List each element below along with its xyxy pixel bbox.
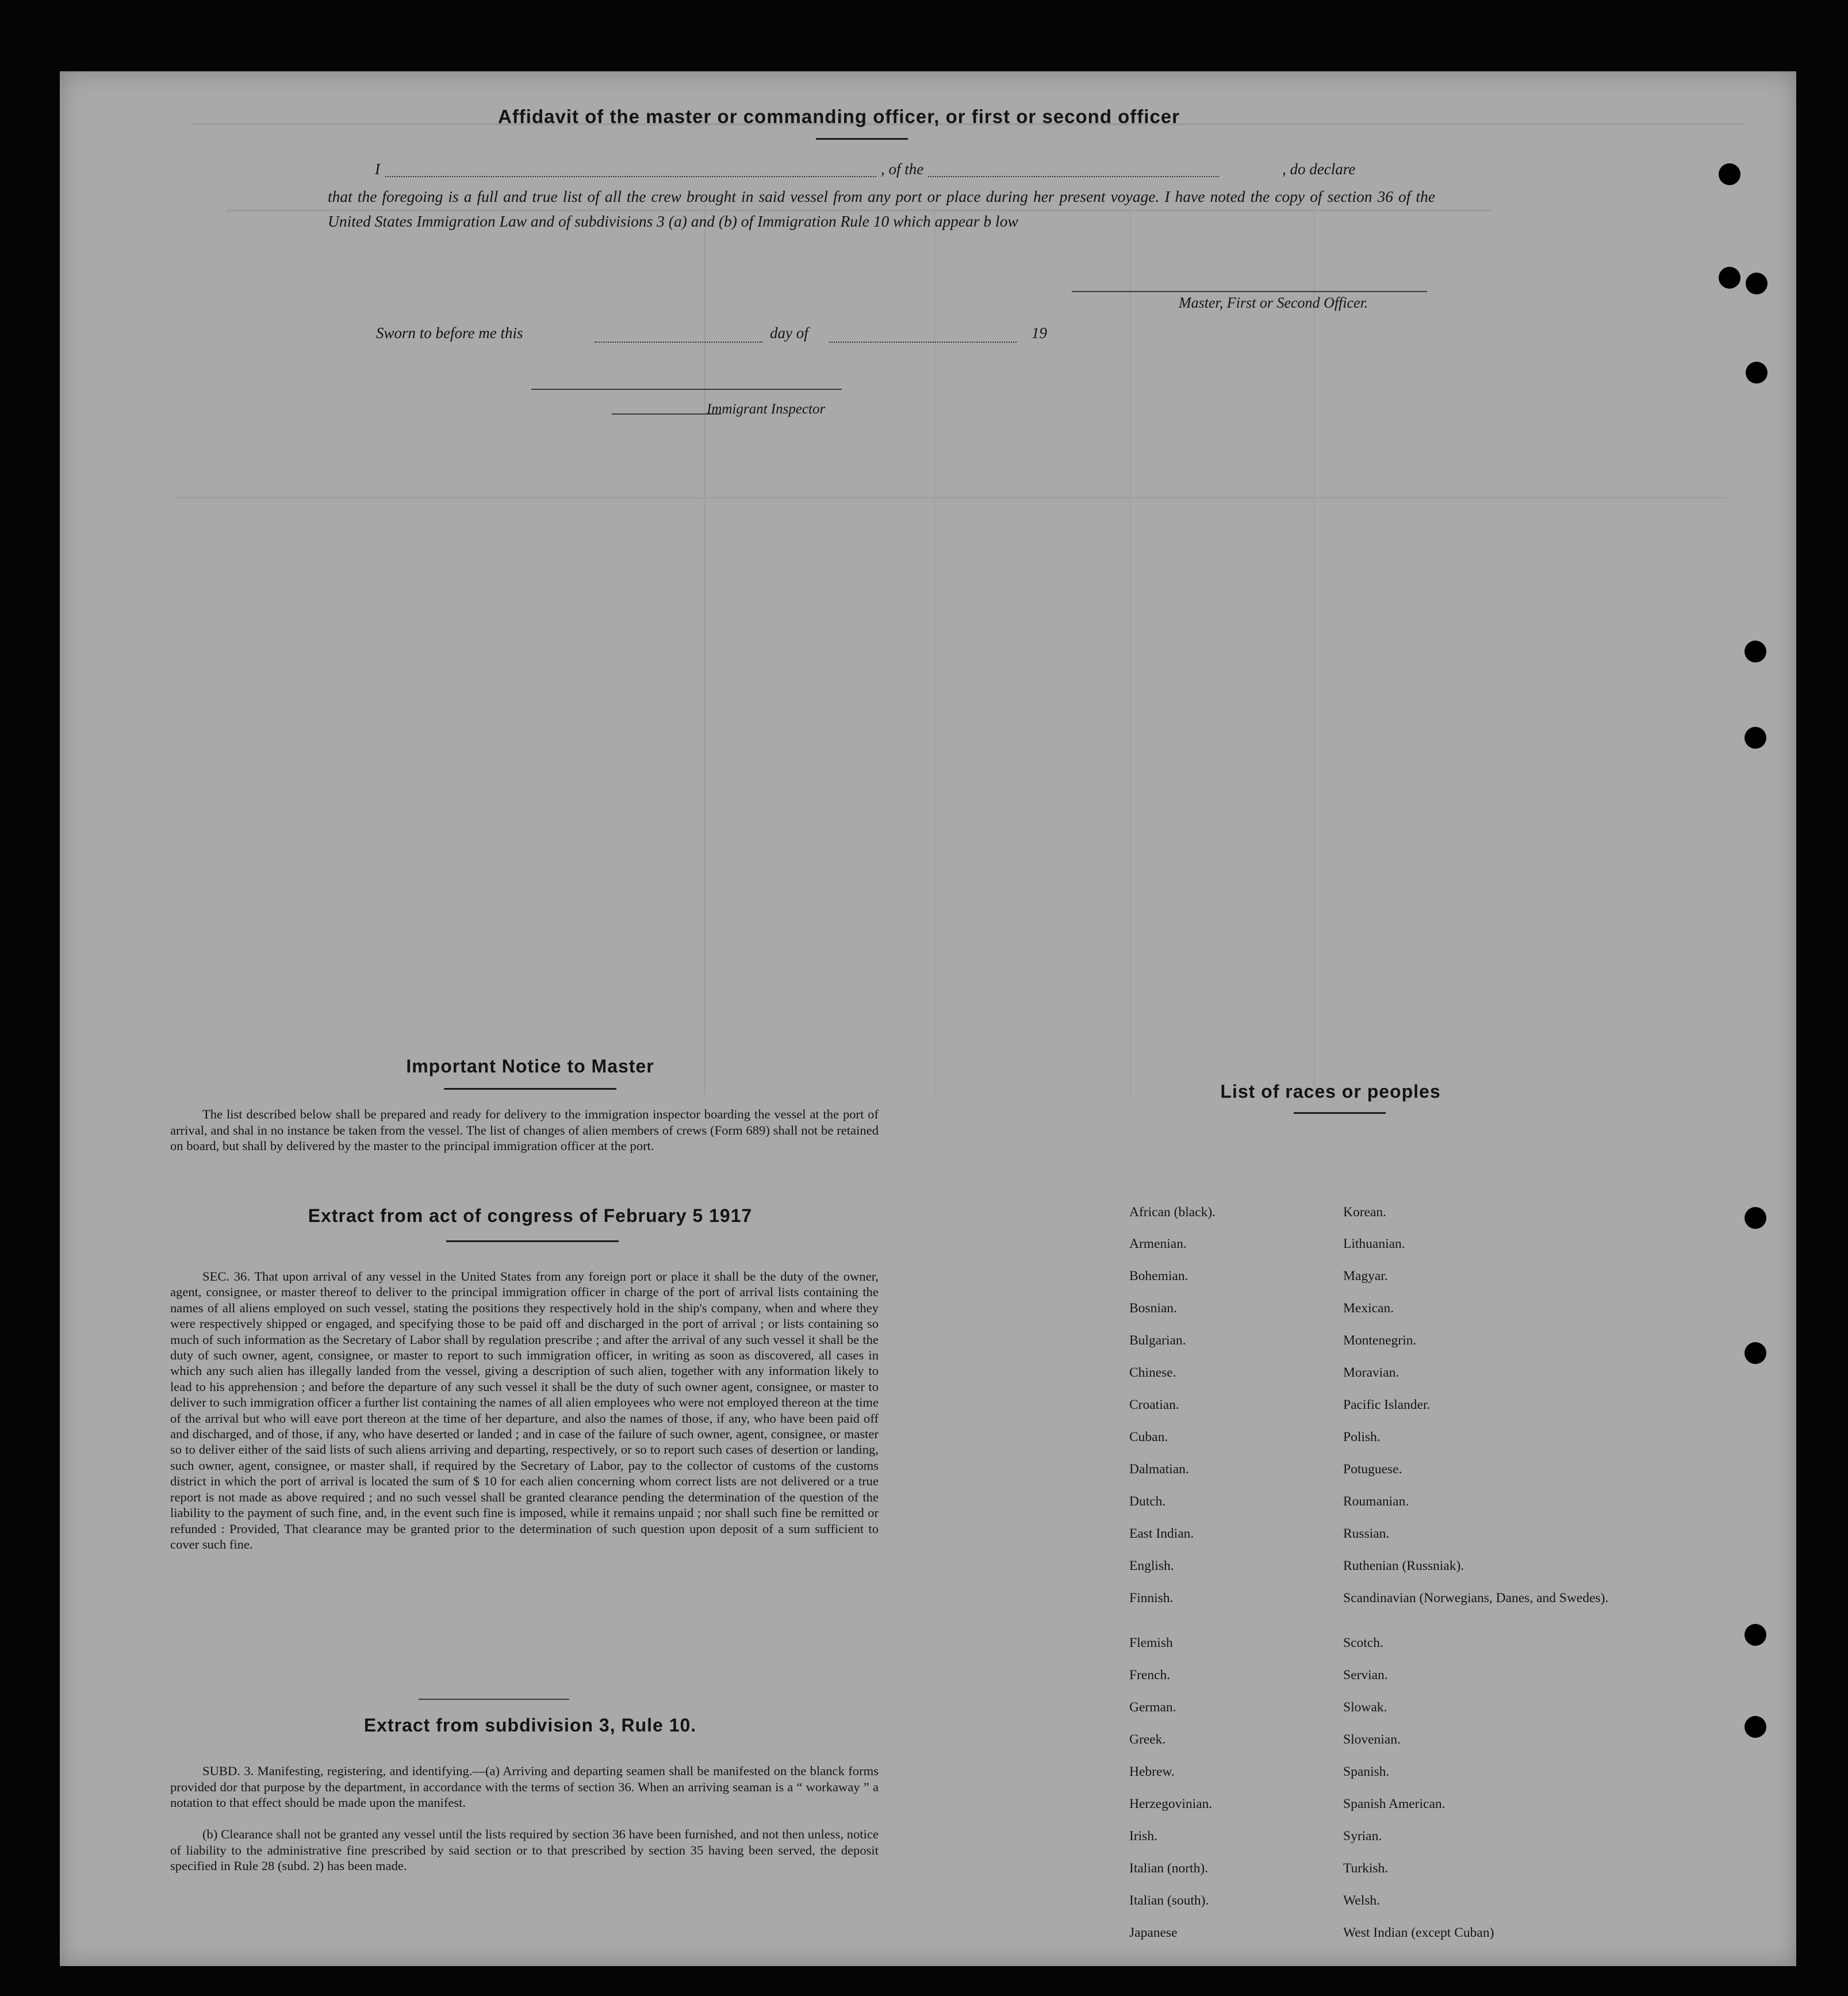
binder-hole-icon (1719, 267, 1740, 289)
race-row (1129, 1461, 1624, 1493)
race-name: Bulgarian. (1129, 1333, 1186, 1348)
race-row (1129, 1764, 1624, 1796)
sworn-month-blank[interactable] (829, 342, 1017, 343)
race-name: West Indian (except Cuban) (1343, 1925, 1494, 1940)
race-name: Ruthenian (Russniak). (1343, 1558, 1464, 1573)
race-name: Polish. (1343, 1430, 1381, 1445)
race-name: Italian (south). (1129, 1893, 1209, 1908)
rule-para-b: (b) Clearance shall not be granted any vessel until the lists required by section 36 have been furnished, and not then unless, notice of liability to the administrative fine prescribed by said section or to that prescribed by section 35 having been served, the deposit specified in Rule 28 (subd. 2) has been made. (170, 1827, 879, 1873)
race-name: Korean. (1343, 1205, 1387, 1220)
race-name: Chinese. (1129, 1365, 1176, 1380)
race-row (1129, 1590, 1624, 1635)
race-row (1129, 1332, 1624, 1365)
binder-hole-icon (1746, 273, 1768, 294)
race-row (1129, 1892, 1624, 1925)
inspector-short-line (612, 413, 721, 415)
affidavit-body: that the foregoing is a full and true list of all the crew brought in said vessel from any port or place during her present voyage. I have noted the copy of section 36 of the United States Immigration Law and of subdivisions 3 (a) and (b) of Immigration Rule 10 which appear b low (328, 187, 1435, 230)
race-row (1129, 1365, 1624, 1397)
race-name: Dutch. (1129, 1494, 1166, 1509)
signature-label: Master, First or Second Officer. (1179, 294, 1368, 311)
race-name: English. (1129, 1558, 1174, 1573)
notice-body: The list described below shall be prepared and ready for delivery to the immigration inspector boarding the vessel at the port of arrival, and shal in no instance be taken from the vessel. The list of changes of alien members of crews (Form 689) shall not be retained on board, but shall by delivered by the master to the principal immigration officer at the port. (170, 1107, 879, 1153)
race-name: Bosnian. (1129, 1301, 1177, 1316)
signature-line[interactable] (1072, 291, 1427, 292)
race-name: French. (1129, 1668, 1171, 1683)
race-row (1129, 1635, 1624, 1667)
affidavit-of-the: , of the (877, 160, 927, 178)
binder-hole-icon (1745, 641, 1766, 662)
race-name: Scandinavian (Norwegians, Danes, and Swedes). (1343, 1591, 1609, 1606)
race-name: Pacific Islander. (1343, 1397, 1431, 1412)
race-name: Greek. (1129, 1732, 1166, 1747)
binder-hole-icon (1746, 362, 1768, 384)
binder-hole-icon (1745, 1207, 1766, 1229)
races-list (1129, 1204, 1624, 1957)
race-name: Finnish. (1129, 1591, 1174, 1606)
race-name: Herzegovinian. (1129, 1796, 1213, 1811)
races-underline (1294, 1112, 1386, 1114)
race-name: Spanish. (1343, 1764, 1390, 1779)
race-name: Turkish. (1343, 1861, 1389, 1876)
act-divider (419, 1699, 569, 1700)
race-name: Cuban. (1129, 1430, 1168, 1445)
race-name: Flemish (1129, 1635, 1173, 1650)
race-row (1129, 1526, 1624, 1558)
race-name: East Indian. (1129, 1526, 1194, 1541)
race-row (1129, 1925, 1624, 1957)
race-name: Moravian. (1343, 1365, 1400, 1380)
sworn-day-blank[interactable] (595, 342, 762, 343)
race-name: Lithuanian. (1343, 1236, 1405, 1251)
race-name: Croatian. (1129, 1397, 1179, 1412)
race-name: Servian. (1343, 1668, 1388, 1683)
race-name: Bohemian. (1129, 1269, 1188, 1284)
race-name: Slovenian. (1343, 1732, 1401, 1747)
race-name: Italian (north). (1129, 1861, 1209, 1876)
affidavit-opening: I (375, 160, 380, 178)
binder-hole-icon (1745, 1624, 1766, 1646)
race-name: Russian. (1343, 1526, 1390, 1541)
act-title: Extract from act of congress of February 5 1917 (308, 1205, 753, 1226)
race-name: Mexican. (1343, 1301, 1394, 1316)
race-name: Slowak. (1343, 1700, 1387, 1715)
race-name: Scotch. (1343, 1635, 1383, 1650)
binder-hole-icon (1719, 163, 1740, 185)
race-row (1129, 1667, 1624, 1699)
race-row (1129, 1236, 1624, 1268)
race-name: Japanese (1129, 1925, 1178, 1940)
act-underline (446, 1240, 619, 1242)
inspector-label: Immigrant Inspector (707, 401, 826, 417)
race-row (1129, 1493, 1624, 1526)
race-row (1129, 1558, 1624, 1590)
race-name: Irish. (1129, 1829, 1157, 1844)
race-row (1129, 1796, 1624, 1828)
title-underline (816, 138, 908, 140)
race-row (1129, 1268, 1624, 1300)
race-row (1129, 1429, 1624, 1461)
race-row (1129, 1300, 1624, 1332)
race-row (1129, 1731, 1624, 1764)
race-row (1129, 1828, 1624, 1860)
race-name: Welsh. (1343, 1893, 1381, 1908)
notice-underline (444, 1088, 616, 1090)
notice-title: Important Notice to Master (406, 1056, 654, 1076)
binder-hole-icon (1745, 1342, 1766, 1364)
race-row (1129, 1204, 1624, 1236)
rule-para-a: SUBD. 3. Manifesting, registering, and identifying.—(a) Arriving and departing seamen shall be manifested on the blanck forms provided dor that purpose by the department, in accordance with the terms of section 36. When an arriving seaman is a “ workaway ” a notation to that effect should be made upon the manifest. (170, 1764, 879, 1810)
race-row (1129, 1699, 1624, 1731)
race-name: Dalmatian. (1129, 1462, 1189, 1477)
races-title: List of races or peoples (1220, 1081, 1441, 1102)
race-name: Potuguese. (1343, 1462, 1402, 1477)
sworn-day-of: day of (770, 324, 808, 342)
race-name: Armenian. (1129, 1236, 1187, 1251)
sworn-year-prefix: 19 (1032, 324, 1047, 342)
race-name: Magyar. (1343, 1269, 1388, 1284)
name-blank[interactable] (385, 176, 1219, 177)
inspector-line[interactable] (531, 389, 842, 390)
race-row (1129, 1397, 1624, 1429)
race-name: African (black). (1129, 1205, 1216, 1220)
race-name: Montenegrin. (1343, 1333, 1417, 1348)
race-name: German. (1129, 1700, 1176, 1715)
race-name: Hebrew. (1129, 1764, 1175, 1779)
affidavit-do-declare: , do declare (1279, 160, 1359, 178)
affidavit-title: Affidavit of the master or commanding officer, or first or second officer (497, 106, 1180, 127)
document-sheet (60, 71, 1796, 1966)
race-name: Roumanian. (1343, 1494, 1409, 1509)
rule-title: Extract from subdivision 3, Rule 10. (363, 1715, 697, 1736)
sworn-prefix: Sworn to before me this (376, 324, 523, 342)
act-body: SEC. 36. That upon arrival of any vessel in the United States from any foreign port or place it shall be the duty of the owner, agent, consignee, or master thereof to deliver to the principal immigration officer in charge of the port of arrival lists containing the names of all aliens employed on such vessel, stating the positions they respectively hold in the ship's company, when and where they were respectively shipped or engaged, and specifying those to be paid off and discharged in the port of arrival ; or lists containing so much of such information as the Secretary of Labor shall by regulation prescribe ; and after the arrival of any such vessel it shall be the duty of such owner, agent, consignee, or master to report to such immigration officer, in writing as soon as discovered, all cases in which any such alien has illegally landed from the vessel, giving a description of such alien, together with any information likely to lead to his apprehension ; and before the departure of any such vessel it shall be the duty of such owner agent, consignee, or master to deliver to such immigration officer a further list containing the names of all alien employees who were not employed thereon at the time of the arrival but who will eave port thereon at the time of her departure, and also the names of those, if any, who have been paid off and discharged, and of those, if any, who have deserted or landed ; and in case of the failure of such owner, agent, consignee, or master so to deliver either of the said lists of such aliens arriving and departing, respectively, or so to report such cases of desertion or landing, such owner, agent, consignee, or master shall, if required by the Secretary of Labor, pay to the collector of customs of the customs district in which the port of arrival is located the sum of $ 10 for each alien concerning whom correct lists are not delivered or a true report is not made as above required ; and no such vessel shall be granted clearance pending the determination of the question of the liability to the payment of such fine, and, in the event such fine is imposed, while it remains unpaid ; nor shall such fine be remitted or refunded : Provided, That clearance may be granted prior to the determination of such question upon deposit of a sum sufficient to cover such fine. (170, 1269, 879, 1551)
binder-hole-icon (1745, 727, 1766, 749)
race-row (1129, 1860, 1624, 1892)
binder-hole-icon (1745, 1716, 1766, 1738)
race-name: Spanish American. (1343, 1796, 1446, 1811)
race-name: Syrian. (1343, 1829, 1382, 1844)
